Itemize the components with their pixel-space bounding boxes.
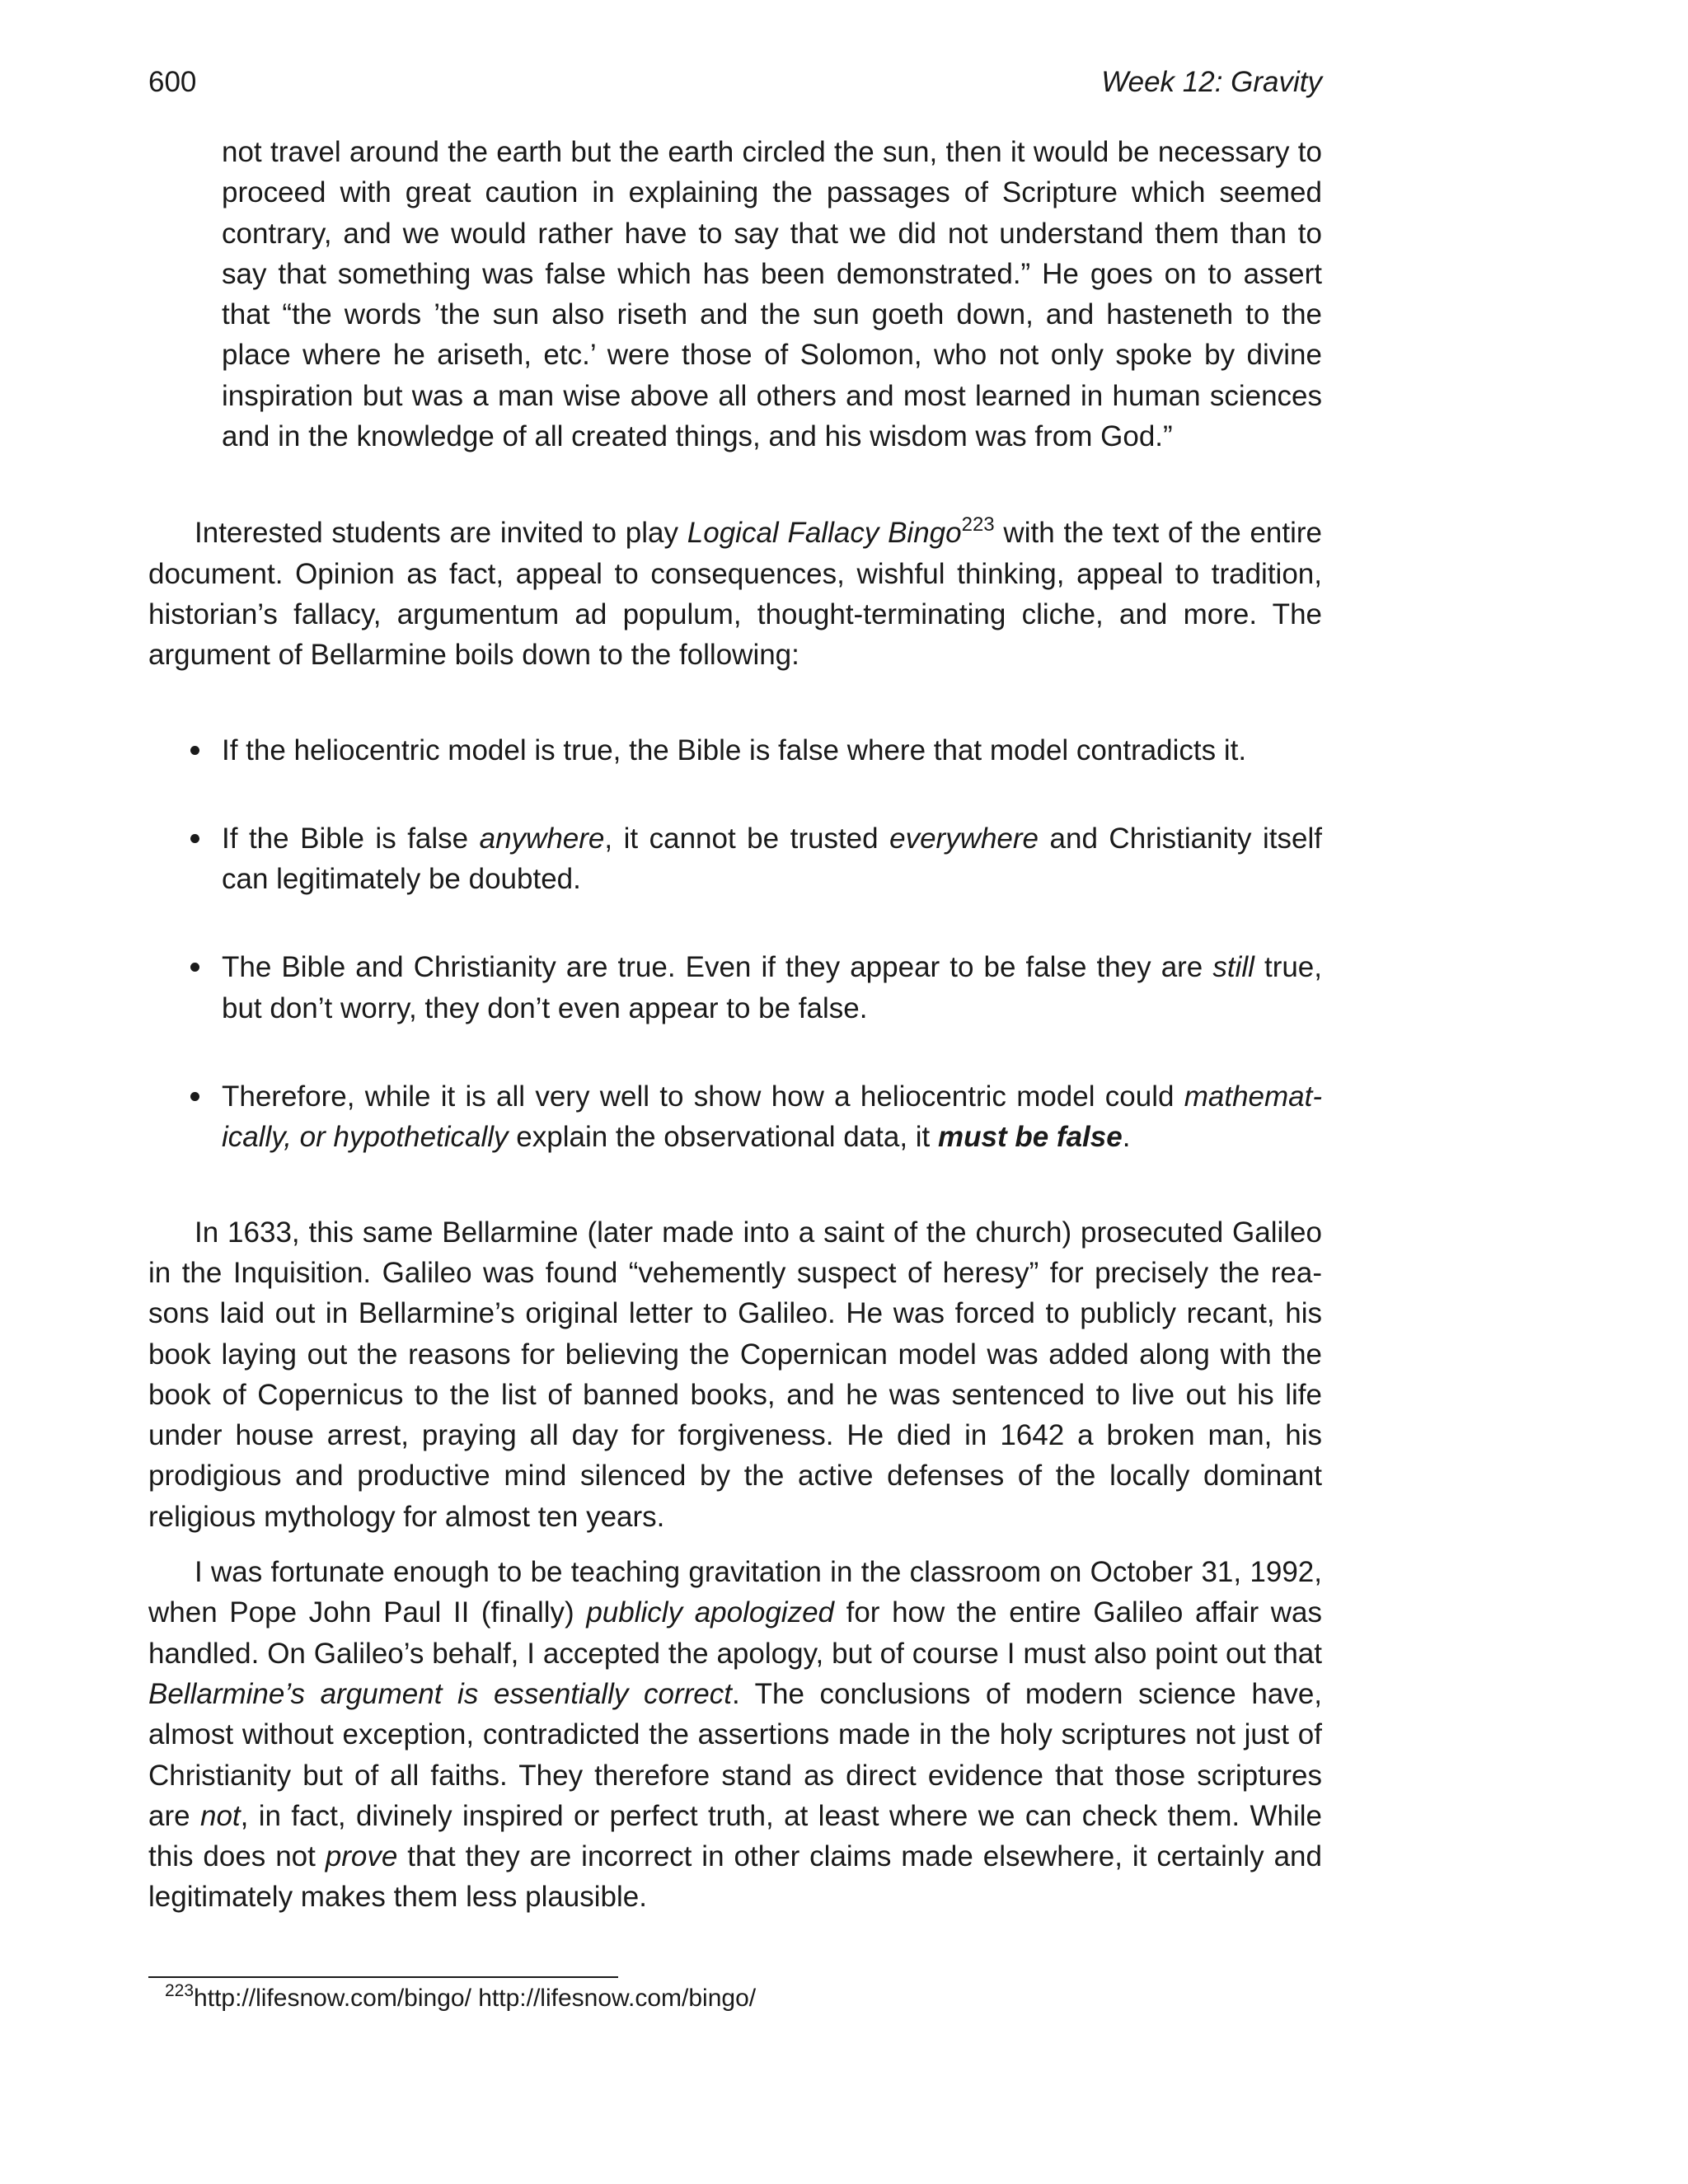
text-span: true, but don’t worry, they don’t even appear to be false.: [222, 951, 1322, 1024]
text-span: . The conclusions of modern science have, almost without exception, contradicted the assertions made in the holy scriptures not just of Christianity but of all faiths. They therefore stand as direct evidence that those scriptures are: [148, 1677, 1323, 1832]
bullet-icon: [190, 963, 199, 972]
paragraph-logical-fallacy: [148, 513, 1322, 675]
italic-span: publicly apologized: [586, 1596, 834, 1629]
list-item: [148, 818, 1322, 900]
text-span: explain the observational data, it: [508, 1121, 939, 1154]
footnote-mark: 223: [165, 1981, 195, 2000]
footnote: [165, 1982, 756, 2015]
text-span: If the heliocentric model is true, the Bible is false where that model contradicts it.: [222, 733, 1247, 766]
paragraph-apology: [148, 1552, 1322, 1918]
text-span: , it cannot be trusted: [604, 822, 890, 855]
bullet-icon: [190, 1092, 199, 1101]
footnote-ref[interactable]: 223: [961, 513, 995, 537]
footnote-link[interactable]: http://lifesnow.com/bingo/ http://lifesnow.com/bingo/: [194, 1985, 757, 2012]
text-span: .: [1122, 1121, 1131, 1154]
text-span: with the text of the entire document. Opinion as fact, appeal to consequences, wishful thinking, appeal to tradition, historian’s fallacy, argumentum ad populum, thought-terminating cliche, and more. The argument of Bellarmine boils down to the following:: [148, 517, 1322, 672]
bellarmine-argument-list: [148, 730, 1322, 1158]
footnote-divider: [148, 1976, 618, 1978]
list-item: [148, 947, 1322, 1029]
bullet-icon: [190, 746, 199, 755]
italic-span: mathemat-ically, or hypothetically: [222, 1080, 1322, 1154]
paragraph-galileo-trial: In 1633, this same Bellarmine (later made into a saint of the church) prosecuted Galileo in the Inquisition. Galileo was found “vehemently suspect of heresy” for precisely the rea-sons laid out in Bellarmine’s original letter to Galileo. He was forced to publicly recant, his book laying out the reasons for believing the Copernican model was added along with the book of Copernicus to the list of banned books, and he was sentenced to live out his life under house arrest, praying all day for forgiveness. He died in 1642 a broken man, his prodigious and productive mind silenced by the active defenses of the locally dominant religious mythology for almost ten years.: [148, 1216, 1322, 1533]
text-span: The Bible and Christianity are true. Even if they appear to be false they are: [222, 951, 1213, 984]
text-span: , in fact, divinely inspired or perfect truth, at least where we can check them. While this does not: [148, 1799, 1322, 1873]
page-body: [148, 64, 1322, 1933]
chapter-title: Week 12: Gravity: [1101, 66, 1322, 98]
italic-span: still: [1212, 951, 1254, 984]
page-number: 600: [148, 66, 197, 98]
italic-span: anywhere: [479, 822, 605, 855]
text-span: I was fortunate enough to be teaching gravitation in the classroom on October 31, 1992, when Pope John Paul II (finally): [148, 1556, 1322, 1629]
text-span: and Christianity itself can legitimately be doubted.: [222, 822, 1322, 896]
italic-span: everywhere: [889, 822, 1039, 855]
running-header: [148, 64, 1322, 101]
list-item: [148, 1076, 1322, 1158]
bullet-icon: [190, 834, 199, 843]
bold-italic-span: must be false: [938, 1121, 1123, 1154]
text-span: If the Bible is false: [222, 822, 480, 855]
text-span: for how the entire Galileo affair was handled. On Galileo’s behalf, I accepted the apology, but of course I must also point out that: [148, 1596, 1322, 1670]
text-span: Interested students are invited to play: [195, 517, 687, 550]
text-span: Therefore, while it is all very well to show how a heliocentric model could: [222, 1080, 1184, 1113]
italic-span: Logical Fallacy Bingo: [687, 517, 962, 550]
text-span: that they are incorrect in other claims made elsewhere, it certainly and legitimately makes them less plausible.: [148, 1840, 1322, 1914]
block-quote: not travel around the earth but the earth circled the sun, then it would be necessary to proceed with great caution in explaining the passages of Scripture which seemed contrary, and we would rather have to say that we did not understand them than to say that something was false which has been demonstrated.” He goes on to assert that “the words ’the sun also riseth and the sun goeth down, and hasteneth to the place where he ariseth, etc.’ were those of Solomon, who not only spoke by divine inspiration but was a man wise above all others and most learned in human sciences and in the knowledge of all created things, and his wisdom was from God.”: [222, 136, 1322, 453]
list-item: [148, 730, 1322, 771]
italic-span: not: [199, 1799, 241, 1832]
italic-span: prove: [325, 1840, 398, 1873]
italic-span: Bellarmine’s argument is essentially correct: [148, 1677, 732, 1710]
